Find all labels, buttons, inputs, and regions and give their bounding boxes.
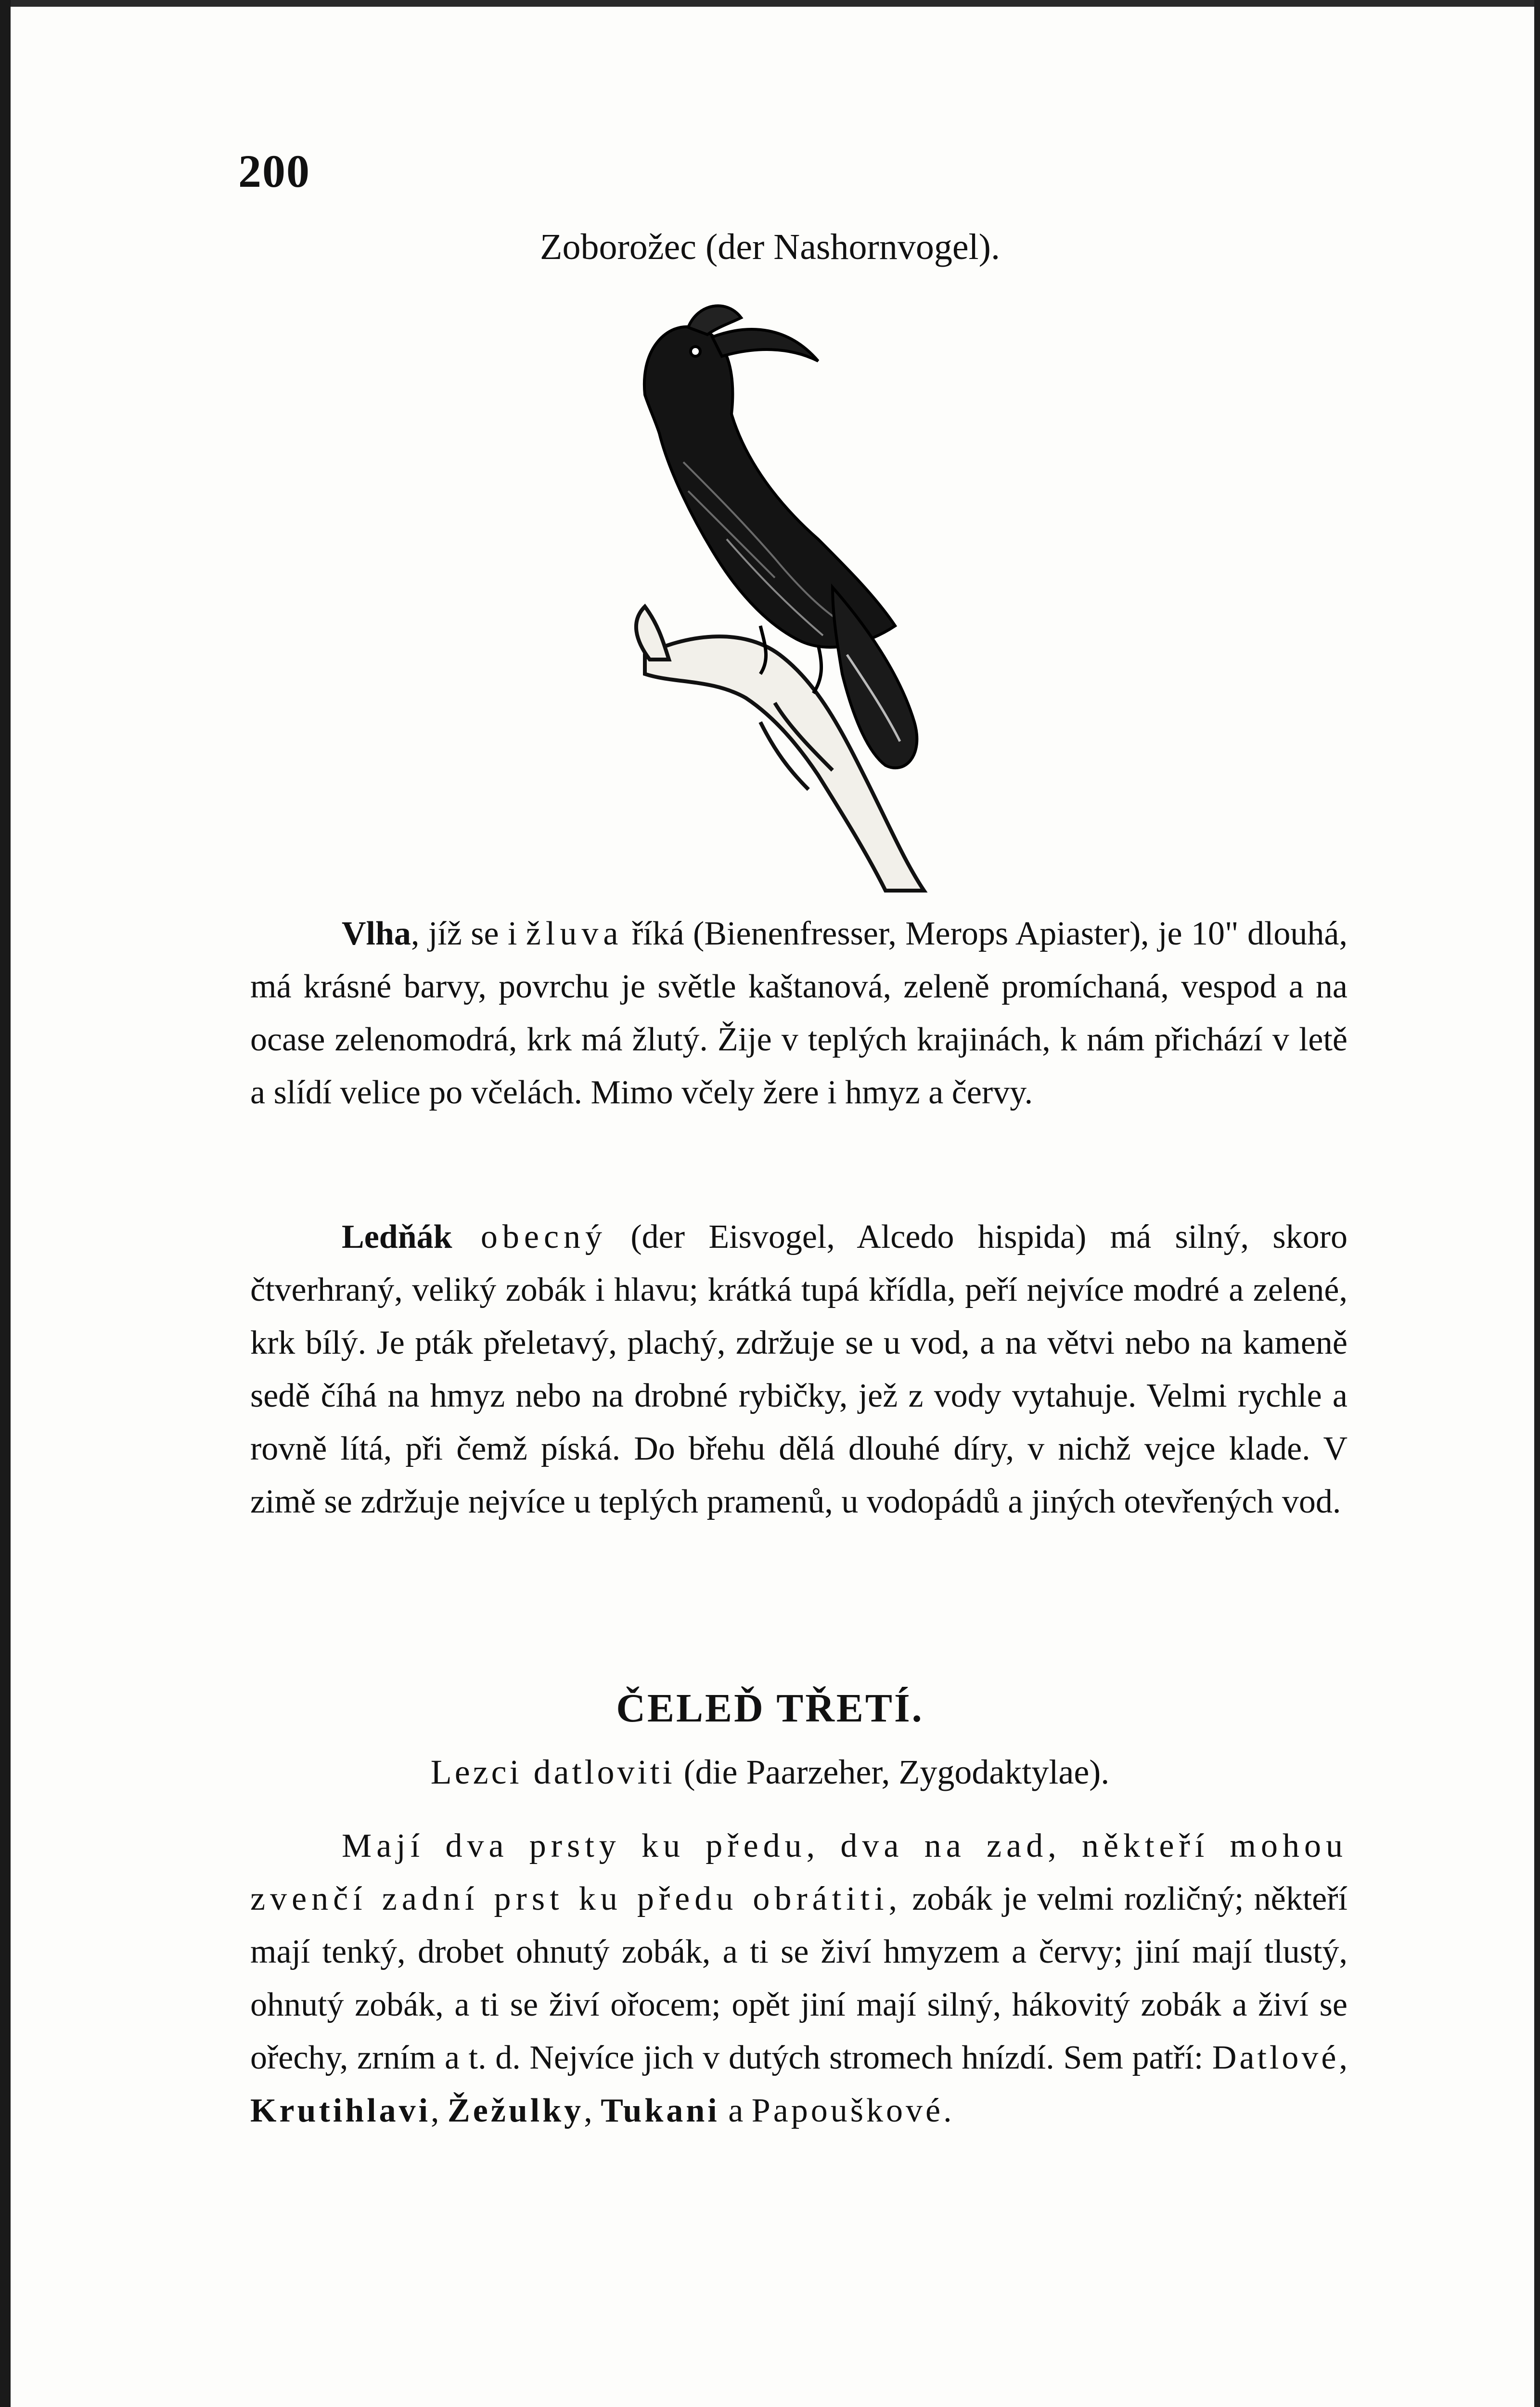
bird-body	[644, 327, 895, 647]
paragraph-vlha: Vlha, jíž se i žluva říká (Bienenfresser, Merops Apiaster), je 10" dlouhá, má krásné barvy, povrchu je světle kaštanová, zeleně promíchaná, vespod a na ocase zelenomodrá, krk má žlutý. Žije v teplých krajinách, k nám přichází v letě a slídí velice po včelách. Mimo včely žere i hmyz a červy.	[250, 915, 1348, 1111]
name-papouskove: Papouškové	[751, 2092, 944, 2129]
figure-caption: Zoborožec (der Nashornvogel).	[540, 227, 1000, 267]
name-tukani: Tukani	[601, 2092, 720, 2129]
term-obecny: obecný	[452, 1218, 607, 1255]
lezci-intro: Mají dva prsty ku předu, dva na zad, někteří mohou zvenčí zadní prst ku předu obrátiti,	[250, 1827, 1348, 1917]
scan-edge-top	[0, 0, 1540, 7]
name-krutihlavi: Krutihlavi	[250, 2092, 431, 2129]
paragraph-lednak: Ledňák obecný (der Eisvogel, Alcedo hispida) má silný, skoro čtverhraný, veliký zobák i hlavu; krátká tupá křídla, peří nejvíce modré a zelené, krk bílý. Je pták přeletavý, plachý, zdržuje se u vod, a na větvi nebo na kameně sedě číhá na hmyz nebo na drobné rybičky, jež z vody vytahuje. Velmi rychle a rovně lítá, při čemž píská. Do břehu dělá dlouhé díry, v nichž vejce klade. V zimě se zdržuje nejvíce u teplých pramenů, u vodopádů a jiných otevřených vod.	[250, 1218, 1348, 1520]
section-heading: ČELEĎ TŘETÍ.	[616, 1686, 924, 1731]
hornbill-illustration	[616, 289, 1001, 895]
name-datlove: Datlové	[1212, 2039, 1339, 2076]
paragraph-lezci: Mají dva prsty ku předu, dva na zad, někteří mohou zvenčí zadní prst ku předu obrátiti, zobák je velmi rozličný; někteří mají tenký, drobet ohnutý zobák, a ti se živí hmyzem a červy; jiní mají tlustý, ohnutý zobák, a ti se živí ořocem; opět jiní mají silný, hákovitý zobák a živí se ořechy, zrním a t. d. Nejvíce jich v dutých stromech hnízdí. Sem patří: Datlové, Krutihlavi, Žežulky, Tukani a Papouškové.	[250, 1827, 1348, 2129]
scan-edge-right	[1534, 0, 1540, 2407]
name-zezulky: Žežulky	[448, 2092, 584, 2129]
term-zluva: žluva	[526, 915, 623, 952]
page-number: 200	[238, 145, 310, 197]
term-vlha: Vlha	[342, 915, 411, 952]
scan-edge-left	[0, 0, 11, 2407]
section-subheading: Lezci datloviti (die Paarzeher, Zygodaktylae).	[430, 1753, 1110, 1791]
term-lednak: Ledňák	[342, 1218, 452, 1255]
